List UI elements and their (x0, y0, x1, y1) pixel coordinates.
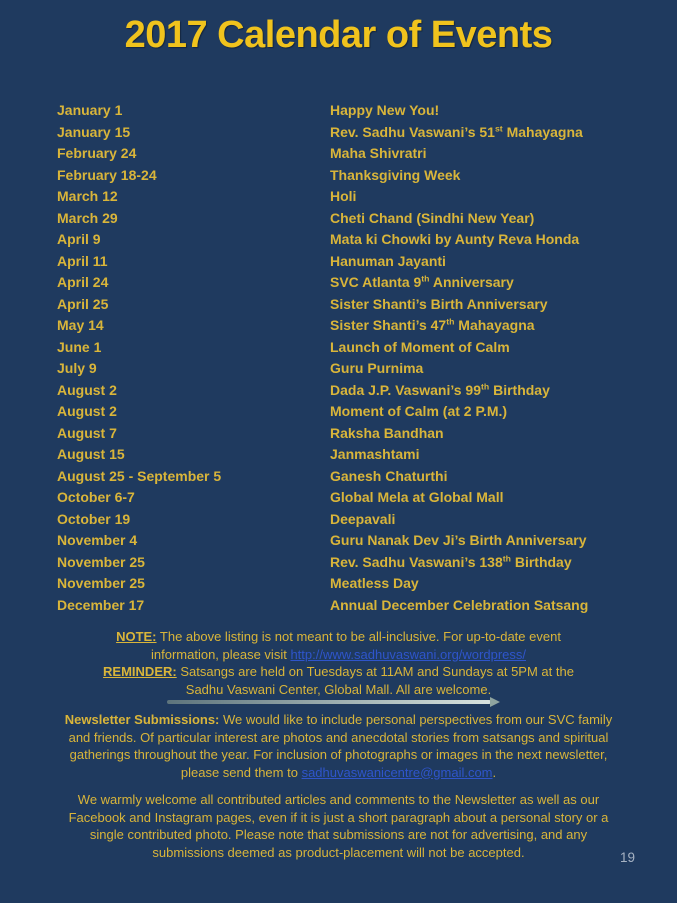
reminder-paragraph (93, 663, 585, 698)
event-title: Hanuman Jayanti (330, 252, 446, 269)
event-date: April 11 (57, 252, 108, 269)
event-date: December 17 (57, 596, 145, 613)
event-title: Cheti Chand (Sindhi New Year) (330, 209, 535, 226)
event-date: October 6-7 (57, 489, 135, 505)
event-date: April 9 (57, 231, 101, 247)
event-title: Thanksgiving Week (330, 166, 461, 183)
event-title: Launch of Moment of Calm (330, 338, 510, 355)
event-row (57, 595, 657, 617)
event-row (57, 229, 657, 251)
event-title: Global Mela at Global Mall (330, 489, 504, 505)
closing-paragraph: We warmly welcome all contributed articles and comments to the Newsletter as well as our Facebook and Instagram pages, even if it is just a short paragraph about a personal story or a single contributed photo. Please note that submissions are not for advertising, and any submissions deemed as product-placement will not be accepted. (68, 792, 609, 860)
note-paragraph (93, 628, 585, 663)
event-date: March 29 (57, 209, 118, 226)
event-title: Rev. Sadhu Vaswani’s 138th Birthday (330, 552, 572, 570)
note-text: The above listing is not meant to be all-inclusive. For up-to-date event information, please visit (150, 629, 561, 662)
event-date: January 1 (57, 102, 123, 118)
newsletter-text: We would like to include personal perspectives from our SVC family and friends. Of particular interest are photos and anecdotal stories from satsangs and spiritual gatherings throughout the year. For inclusion of photographs or images in the next newsletter, please send them to (68, 712, 613, 780)
event-title: Guru Nanak Dev Ji’s Birth Anniversary (330, 532, 587, 548)
event-row (57, 251, 657, 273)
event-row (57, 444, 657, 466)
event-row (57, 315, 657, 337)
event-date: March 12 (57, 188, 118, 204)
event-title: SVC Atlanta 9th Anniversary (330, 273, 514, 290)
event-row (57, 466, 657, 488)
event-title: Rev. Sadhu Vaswani’s 51st Mahayagna (330, 122, 583, 140)
event-title: Deepavali (330, 510, 396, 527)
notes-block (93, 628, 585, 698)
event-row (57, 530, 657, 552)
events-list (57, 100, 657, 616)
divider-arrow-line (167, 700, 491, 704)
event-title: Maha Shivratri (330, 145, 427, 161)
note-label: NOTE: (116, 629, 157, 644)
event-row (57, 423, 657, 445)
event-date: August 7 (57, 424, 117, 441)
event-title: Sister Shanti’s 47th Mahayagna (330, 316, 535, 333)
event-row (57, 122, 657, 144)
event-title: Holi (330, 188, 357, 204)
event-row (57, 487, 657, 509)
event-row (57, 272, 657, 294)
event-row (57, 509, 657, 531)
event-title: Happy New You! (330, 102, 440, 118)
event-date: February 24 (57, 145, 137, 161)
newsletter-label: Newsletter Submissions: (64, 712, 220, 727)
event-title: Ganesh Chaturthi (330, 467, 448, 484)
event-row (57, 380, 657, 402)
newsletter-block (56, 711, 622, 781)
event-date: June 1 (57, 338, 102, 355)
event-row (57, 358, 657, 380)
event-title: Raksha Bandhan (330, 424, 444, 441)
closing-block (63, 791, 615, 861)
event-row (57, 100, 657, 122)
event-date: January 15 (57, 123, 131, 140)
email-link[interactable]: sadhuvaswanicentre@gmail.com (301, 764, 493, 780)
event-date: August 25 - September 5 (57, 467, 222, 484)
event-date: October 19 (57, 510, 131, 527)
event-date: August 15 (57, 446, 125, 462)
event-date: November 4 (57, 532, 138, 548)
reminder-text: Satsangs are held on Tuesdays at 11AM and Sundays at 5PM at the Sadhu Vaswani Center, Global Mall. All are welcome. (176, 664, 574, 697)
event-row (57, 573, 657, 595)
event-date: November 25 (57, 553, 145, 570)
event-title: Sister Shanti’s Birth Anniversary (330, 295, 548, 312)
event-row (57, 186, 657, 208)
newsletter-text-end: . (492, 764, 497, 780)
event-row (57, 208, 657, 230)
event-row (57, 143, 657, 165)
event-date: August 2 (57, 381, 117, 398)
page-title: 2017 Calendar of Events (124, 14, 553, 56)
event-date: April 25 (57, 295, 109, 312)
event-title: Guru Purnima (330, 360, 424, 376)
event-row (57, 401, 657, 423)
newsletter-paragraph (56, 711, 622, 781)
event-date: July 9 (57, 360, 97, 376)
page-number: 19 (619, 850, 635, 865)
reminder-label: REMINDER: (103, 664, 177, 679)
event-row (57, 165, 657, 187)
event-date: April 24 (57, 274, 109, 290)
event-title: Annual December Celebration Satsang (330, 596, 589, 613)
event-title: Mata ki Chowki by Aunty Reva Honda (330, 231, 580, 247)
event-title: Dada J.P. Vaswani’s 99th Birthday (330, 380, 550, 398)
event-date: August 2 (57, 403, 117, 419)
event-title: Meatless Day (330, 575, 419, 591)
arrowhead-icon (490, 697, 500, 707)
event-date: May 14 (57, 317, 104, 333)
event-row (57, 552, 657, 574)
event-date: November 25 (57, 575, 145, 591)
event-row (57, 337, 657, 359)
event-title: Moment of Calm (at 2 P.M.) (330, 403, 508, 419)
event-row (57, 294, 657, 316)
event-title: Janmashtami (330, 446, 420, 462)
wordpress-link[interactable]: http://www.sadhuvaswani.org/wordpress/ (290, 646, 526, 662)
event-date: February 18-24 (57, 166, 157, 183)
